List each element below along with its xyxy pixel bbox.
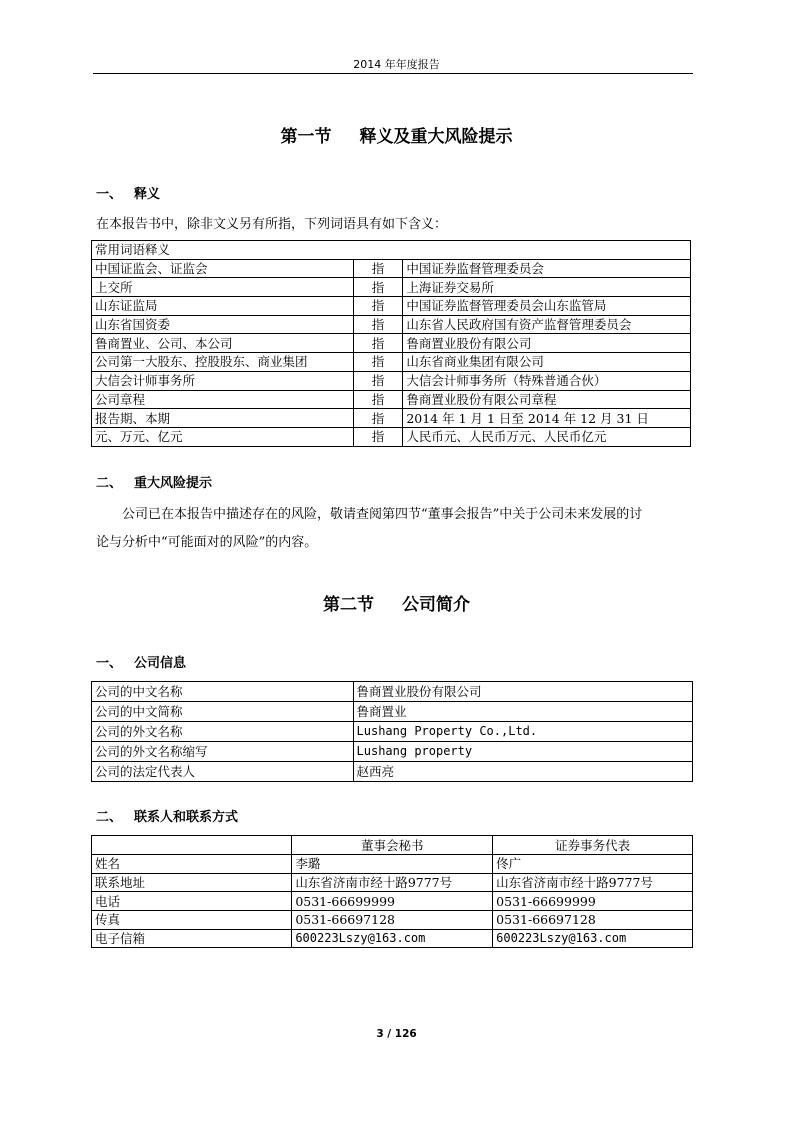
label-cell: 公司的中文简称	[92, 702, 354, 722]
rep-cell: 0531-66699999	[493, 892, 693, 911]
contacts-heading	[96, 806, 238, 825]
value-cell: Lushang Property Co.,Ltd.	[353, 722, 692, 742]
table-row	[92, 409, 691, 428]
value-cell: Lushang property	[353, 742, 692, 762]
table-row	[92, 371, 691, 390]
rep-cell: 山东省济南市经十路9777号	[493, 873, 693, 892]
secretary-cell: 0531-66699999	[292, 892, 493, 911]
label-cell: 传真	[92, 911, 292, 930]
risk-text-line1: 公司已在本报告中描述存在的风险，敬请查阅第四节“董事会报告”中关于公司未来发展的讨	[122, 507, 643, 522]
definitions-table	[91, 240, 691, 447]
table-row	[92, 353, 691, 372]
term-cell: 公司章程	[92, 390, 354, 409]
header-rule	[93, 73, 693, 74]
table-row	[92, 427, 691, 446]
company-info-heading-text: 公司信息	[134, 656, 187, 671]
label-cell: 公司的外文名称	[92, 722, 354, 742]
contacts-table	[91, 835, 693, 948]
sep-cell: 指	[353, 297, 403, 316]
secretary-cell: 山东省济南市经十路9777号	[292, 873, 493, 892]
section2-title	[0, 590, 793, 615]
table-row	[92, 278, 691, 297]
table-row	[92, 742, 693, 762]
rep-header: 证券事务代表	[493, 836, 693, 855]
term-cell: 鲁商置业、公司、本公司	[92, 334, 354, 353]
section1-num: 第一节	[280, 127, 332, 147]
table-row	[92, 334, 691, 353]
table-row	[92, 702, 693, 722]
company-info-num: 一、	[96, 656, 123, 671]
term-cell: 中国证监会、证监会	[92, 259, 354, 278]
term-cell: 公司第一大股东、控股股东、商业集团	[92, 353, 354, 372]
sep-cell: 指	[353, 334, 403, 353]
table-row	[92, 259, 691, 278]
page-header: 2014 年年度报告	[353, 58, 440, 71]
risk-text-line2: 论与分析中“可能面对的风险”的内容。	[96, 535, 318, 550]
risk-heading	[96, 472, 212, 491]
meaning-cell: 2014 年 1 月 1 日至 2014 年 12 月 31 日	[403, 409, 691, 428]
table-row	[92, 722, 693, 742]
sep-cell: 指	[353, 409, 403, 428]
page-number: 3 / 126	[376, 1028, 417, 1040]
definitions-heading	[96, 183, 160, 202]
term-cell: 上交所	[92, 278, 354, 297]
label-cell: 电子信箱	[92, 929, 292, 948]
table-row	[92, 911, 693, 930]
value-cell: 赵西亮	[353, 762, 692, 782]
risk-heading-text: 重大风险提示	[134, 476, 213, 491]
definitions-table-caption: 常用词语释义	[92, 241, 691, 260]
sep-cell: 指	[353, 371, 403, 390]
section2-title-text: 公司简介	[402, 595, 470, 615]
contacts-heading-text: 联系人和联系方式	[134, 810, 239, 825]
risk-num: 二、	[96, 476, 123, 491]
sep-cell: 指	[353, 390, 403, 409]
company-info-table	[91, 681, 693, 782]
sep-cell: 指	[353, 315, 403, 334]
term-cell: 元、万元、亿元	[92, 427, 354, 446]
meaning-cell: 鲁商置业股份有限公司	[403, 334, 691, 353]
secretary-cell: 600223Lszy@163.com	[292, 929, 493, 948]
table-row	[92, 929, 693, 948]
section2-num: 第二节	[323, 595, 374, 615]
meaning-cell: 人民币元、人民币万元、人民币亿元	[403, 427, 691, 446]
label-cell: 姓名	[92, 855, 292, 874]
definitions-intro: 在本报告书中，除非文义另有所指，下列词语具有如下含义：	[96, 217, 448, 232]
table-row	[92, 892, 693, 911]
meaning-cell: 中国证券监督管理委员会	[403, 259, 691, 278]
empty-header-cell	[92, 836, 292, 855]
label-cell: 电话	[92, 892, 292, 911]
table-header-row	[92, 836, 693, 855]
value-cell: 鲁商置业	[353, 702, 692, 722]
sep-cell: 指	[353, 427, 403, 446]
meaning-cell: 大信会计师事务所（特殊普通合伙）	[403, 371, 691, 390]
secretary-cell: 李璐	[292, 855, 493, 874]
meaning-cell: 鲁商置业股份有限公司章程	[403, 390, 691, 409]
section1-title-text: 释义及重大风险提示	[359, 127, 513, 147]
term-cell: 山东证监局	[92, 297, 354, 316]
table-row	[92, 390, 691, 409]
rep-cell: 佟广	[493, 855, 693, 874]
table-row	[92, 762, 693, 782]
table-row	[92, 297, 691, 316]
secretary-cell: 0531-66697128	[292, 911, 493, 930]
company-info-heading	[96, 652, 186, 671]
table-caption-row	[92, 241, 691, 260]
section1-title	[0, 122, 793, 147]
secretary-header: 董事会秘书	[292, 836, 493, 855]
rep-cell: 0531-66697128	[493, 911, 693, 930]
label-cell: 联系地址	[92, 873, 292, 892]
rep-cell: 600223Lszy@163.com	[493, 929, 693, 948]
definitions-num: 一、	[96, 187, 123, 202]
label-cell: 公司的外文名称缩写	[92, 742, 354, 762]
label-cell: 公司的法定代表人	[92, 762, 354, 782]
term-cell: 大信会计师事务所	[92, 371, 354, 390]
meaning-cell: 上海证券交易所	[403, 278, 691, 297]
meaning-cell: 中国证券监督管理委员会山东监管局	[403, 297, 691, 316]
contacts-num: 二、	[96, 810, 123, 825]
definitions-heading-text: 释义	[134, 187, 161, 202]
label-cell: 公司的中文名称	[92, 682, 354, 702]
table-row	[92, 855, 693, 874]
table-row	[92, 682, 693, 702]
sep-cell: 指	[353, 353, 403, 372]
meaning-cell: 山东省人民政府国有资产监督管理委员会	[403, 315, 691, 334]
sep-cell: 指	[353, 259, 403, 278]
meaning-cell: 山东省商业集团有限公司	[403, 353, 691, 372]
term-cell: 报告期、本期	[92, 409, 354, 428]
term-cell: 山东省国资委	[92, 315, 354, 334]
sep-cell: 指	[353, 278, 403, 297]
table-row	[92, 873, 693, 892]
table-row	[92, 315, 691, 334]
value-cell: 鲁商置业股份有限公司	[353, 682, 692, 702]
